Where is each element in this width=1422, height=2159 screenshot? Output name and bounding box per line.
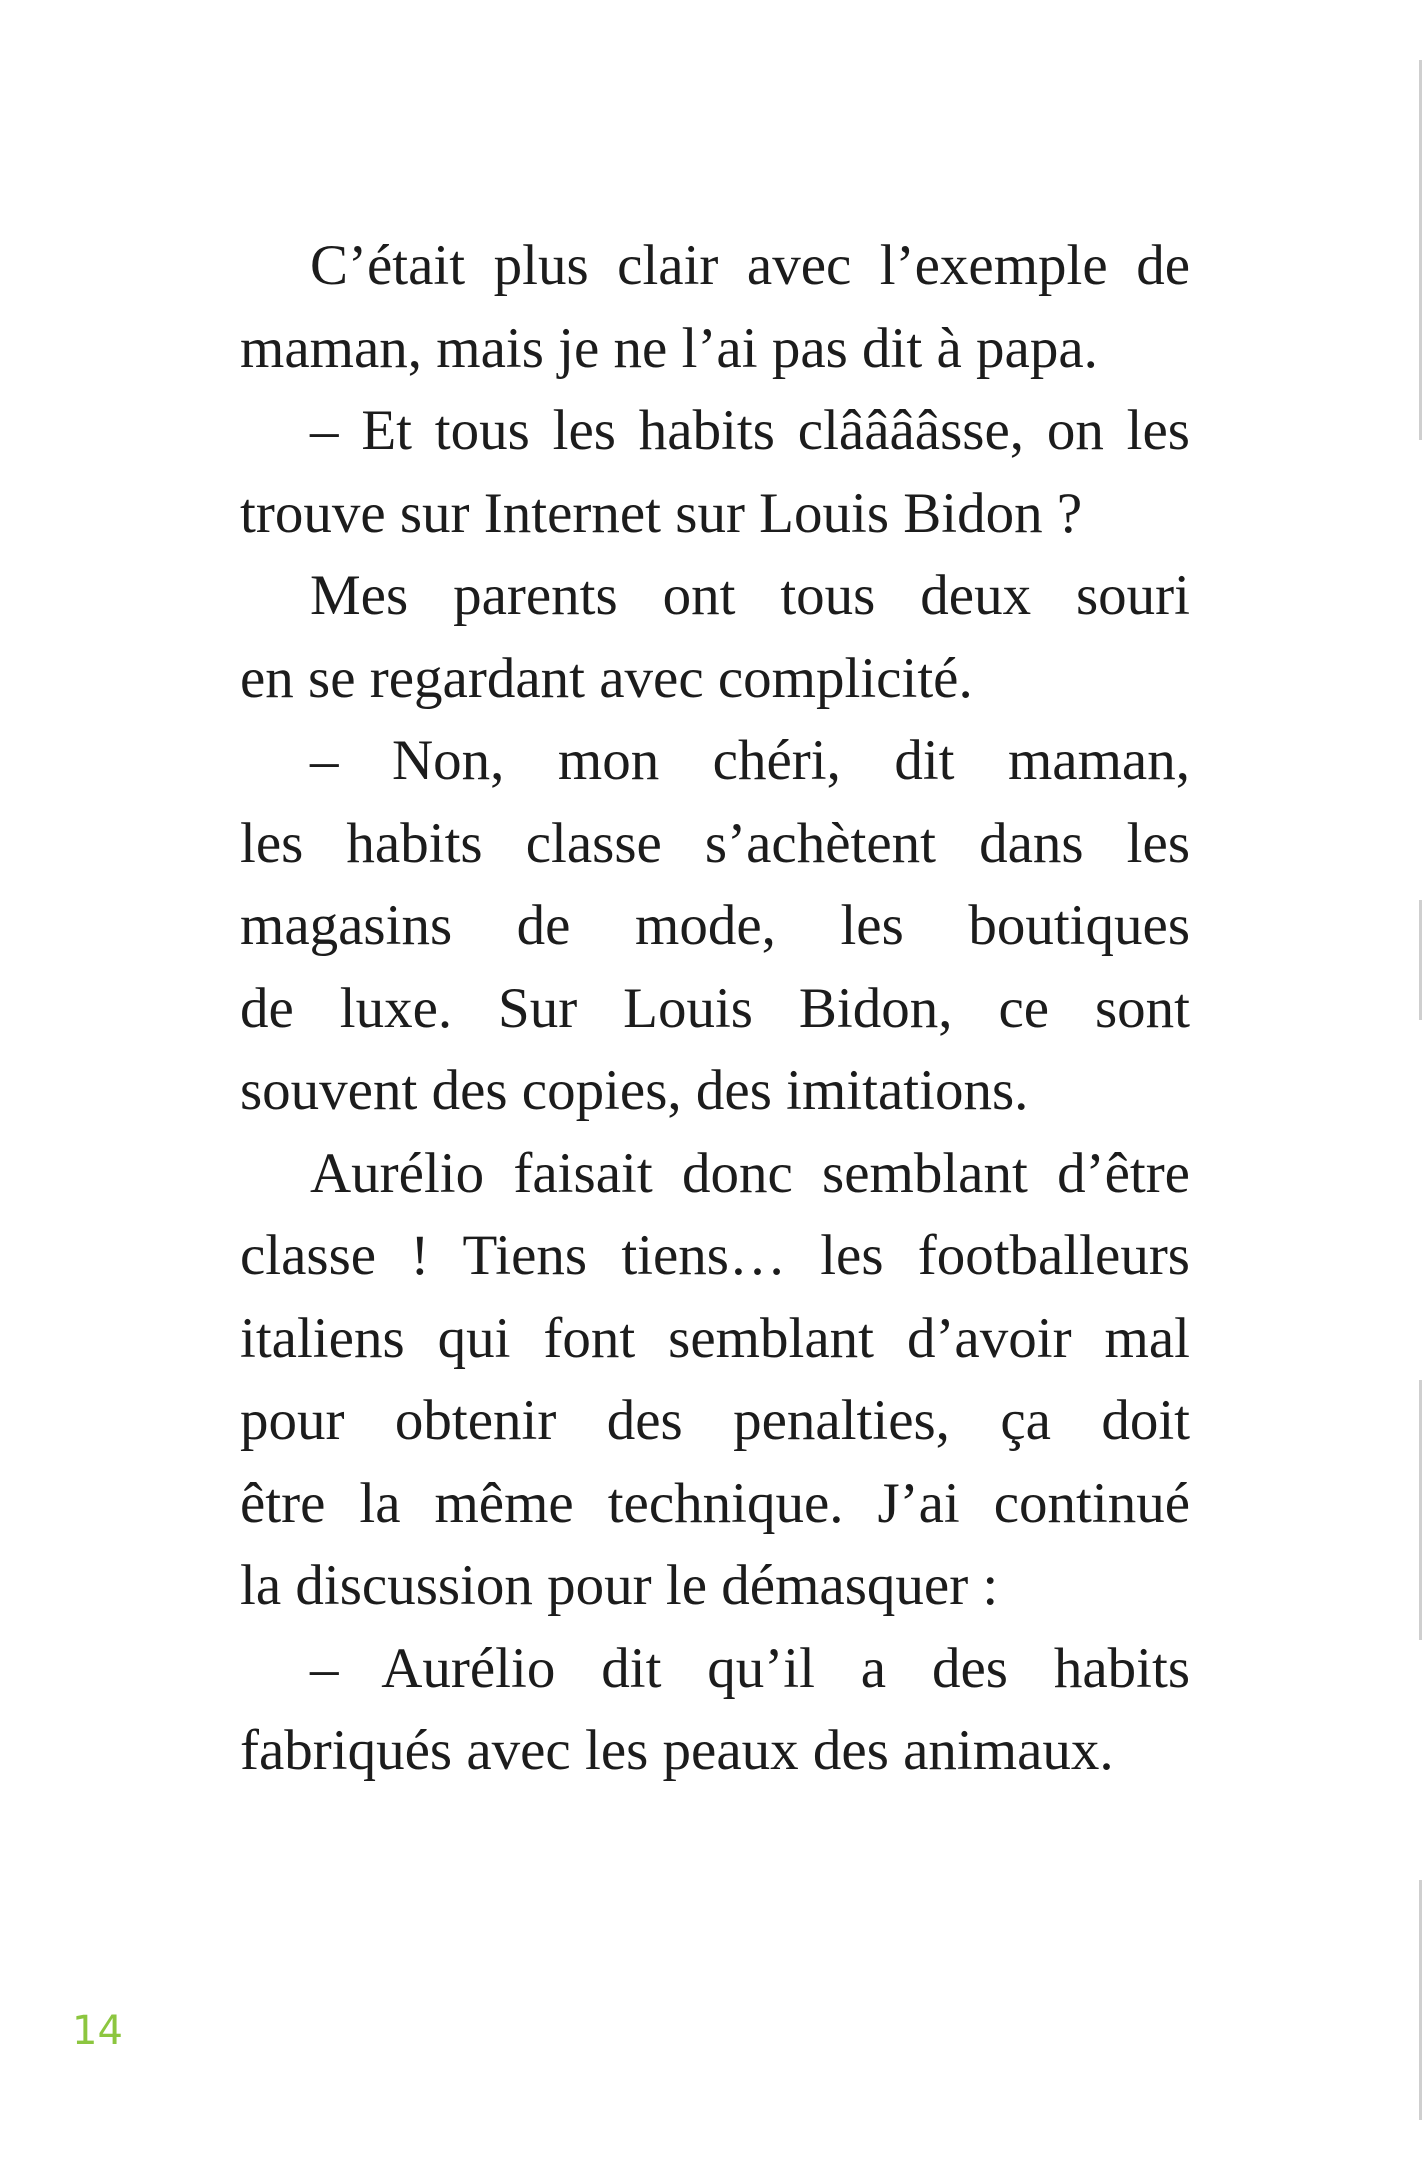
text-line: trouve sur Internet sur Louis Bidon ? (240, 481, 1083, 545)
text-line: – Aurélio dit qu’il a des habits (310, 1636, 1190, 1700)
text-line: pour obtenir des penalties, ça doit (240, 1389, 1190, 1452)
text-line: maman, mais je ne l’ai pas dit à papa. (240, 316, 1098, 380)
text-line: être la même technique. J’ai continué (240, 1471, 1190, 1535)
page-number: 14 (72, 2008, 123, 2054)
text-line: fabriqués avec les peaux des animaux. (240, 1719, 1114, 1782)
text-line: classe ! Tiens tiens… les footballeurs (240, 1224, 1190, 1287)
text-line: la discussion pour le démasquer : (240, 1554, 999, 1617)
text-line: Mes parents ont tous deux souri (310, 564, 1190, 627)
text-line: italiens qui font semblant d’avoir mal (240, 1306, 1190, 1370)
text-line: Aurélio faisait donc semblant d’être (310, 1141, 1190, 1205)
body-text (240, 225, 1190, 1793)
text-line: en se regardant avec complicité. (240, 646, 973, 710)
text-line: de luxe. Sur Louis Bidon, ce sont (240, 976, 1190, 1040)
text-line: les habits classe s’achètent dans les (240, 811, 1190, 875)
text-line: souvent des copies, des imitations. (240, 1059, 1029, 1122)
text-line: – Non, mon chéri, dit maman, (310, 729, 1190, 792)
text-line: C’était plus clair avec l’exemple de (310, 234, 1190, 297)
text-line: magasins de mode, les boutiques (240, 894, 1190, 957)
text-line: – Et tous les habits clââââsse, on les (310, 399, 1190, 462)
